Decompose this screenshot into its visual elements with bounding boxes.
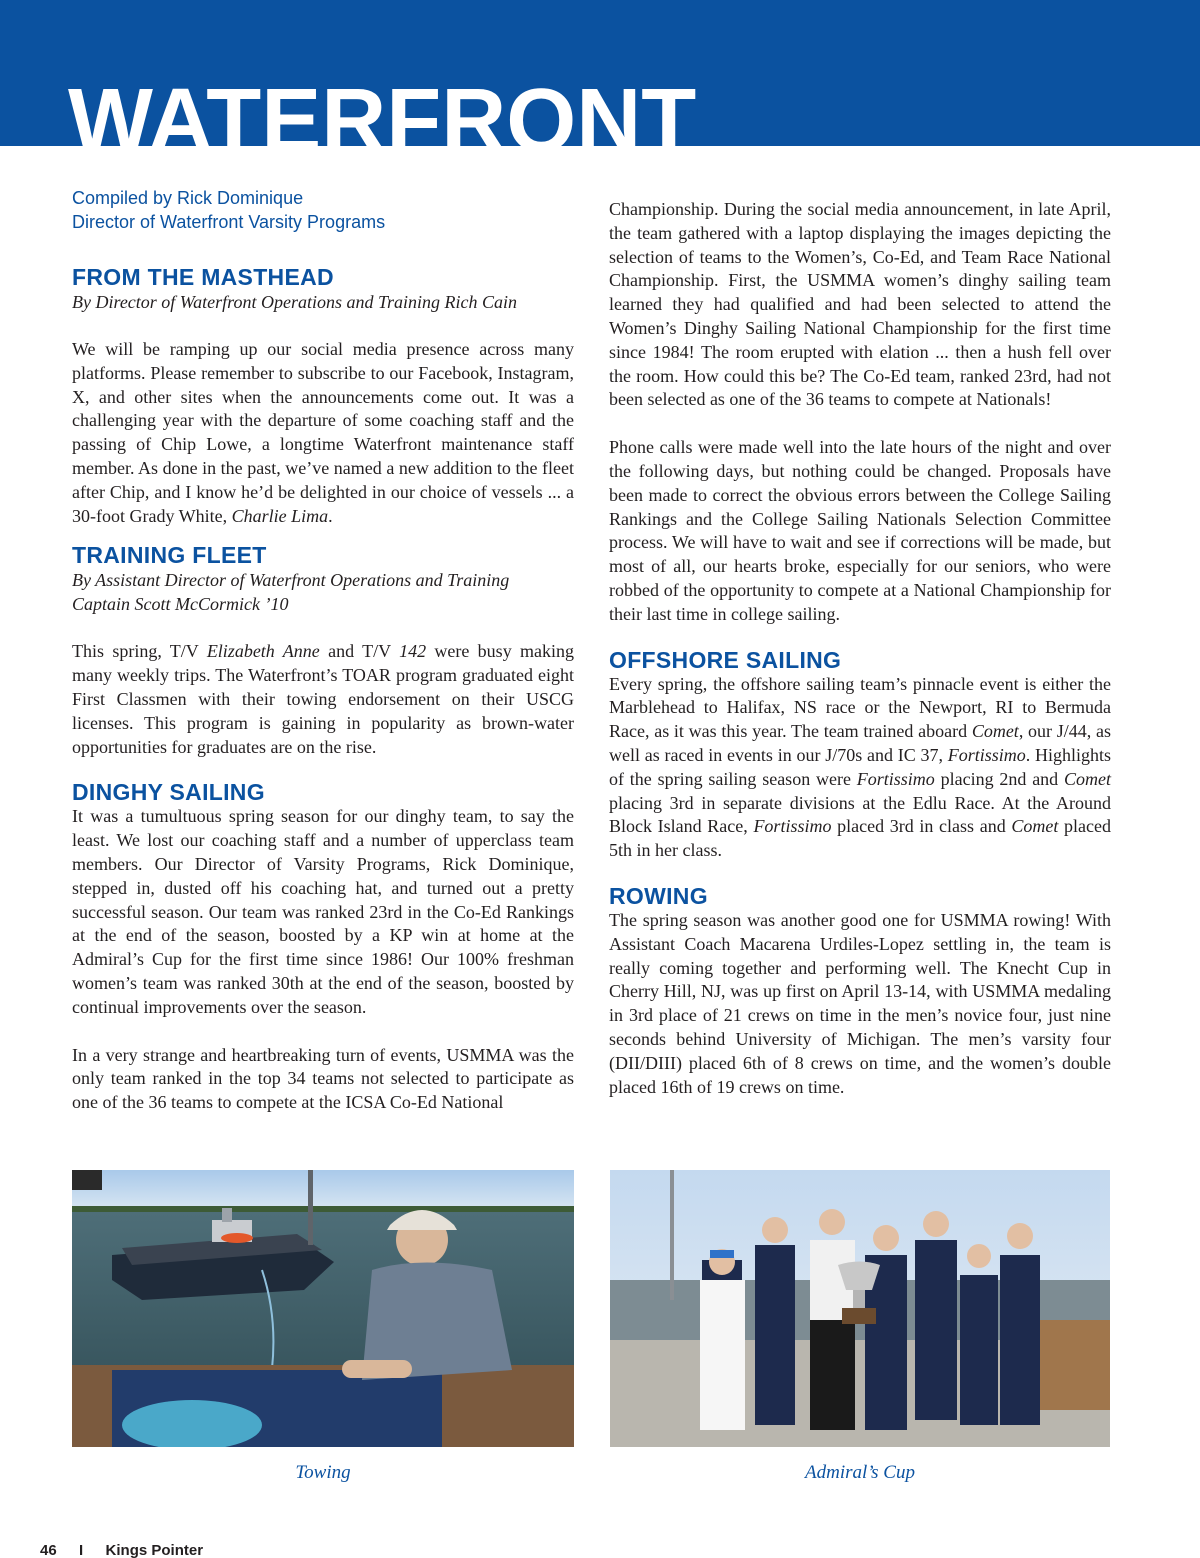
page-footer xyxy=(40,1542,203,1558)
page-title: WATERFRONT xyxy=(68,71,697,171)
footer-separator: I xyxy=(79,1542,84,1558)
paragraph-rowing: The spring season was another good one for USMMA rowing! With Assistant Coach Macarena Urdiles-Lopez settling in, the team is really coming together and performing well. The Knecht Cup in Cherry Hill, NJ, was up first on April 13-14, with USMMA medaling in 3rd place of 21 crews on time in the men’s novice four, just nine seconds behind University of Michigan. The men’s varsity four (DII/DIII) placed 6th of 8 crews on time, and the women’s double placed 16th of 19 crews on time. xyxy=(609,909,1111,1097)
paragraph-dinghy-2-continued: Championship. During the social media announcement, in late April, the team gathered with a laptop displaying the images depicting the selection of teams to the Women’s, Co-Ed, and Team Race National Championship. First, the USMMA women’s dinghy sailing team learned they had qualified and had been selected to attend the Women’s Dinghy Sailing National Championship for the first time since 1984! The room erupted with elation ... then a hush fell over the room. How could this be? The Co-Ed team, ranked 23rd, had not been selected as one of the 36 teams to compete at Nationals! xyxy=(609,199,1111,410)
header-banner xyxy=(0,0,1200,171)
page-number: 46 xyxy=(40,1542,57,1558)
author-training-line1: By Assistant Director of Waterfront Operations and Training xyxy=(72,570,510,591)
paragraph-training: This spring, T/V Elizabeth Anne and T/V 142 were busy making many weekly trips. The Waterfront’s TOAR program graduated eight First Classmen with their towing endorsement on their USCG licenses. This program is gaining in popularity as brown-water opportunities for graduates are on the rise. xyxy=(72,641,574,757)
towing-caption: Towing xyxy=(295,1462,351,1483)
byline-compiler: Compiled by Rick Dominique xyxy=(72,188,304,208)
section-heading-dinghy: DINGHY SAILING xyxy=(72,779,265,806)
section-heading-training: TRAINING FLEET xyxy=(72,542,267,569)
paragraph-dinghy-2: In a very strange and heartbreaking turn of events, USMMA was the only team ranked in the top 34 teams not selected to participate as one of the 36 teams to compete at the ICSA Co-Ed National xyxy=(72,1044,574,1113)
paragraph-offshore: Every spring, the offshore sailing team’s pinnacle event is either the Marblehead to Halifax, NS race or the Newport, RI to Bermuda Race, as it was this year. The team trained aboard Comet, our J/44, as well as raced in events in our J/70s and IC 37, Fortissimo. Highlights of the spring sailing season were Fortissimo placing 2nd and Comet placing 3rd in separate divisions at the Edlu Race. At the Around Block Island Race, Fortissimo placed 3rd in class and Comet placed 5th in her class. xyxy=(609,673,1111,861)
author-masthead: By Director of Waterfront Operations and Training Rich Cain xyxy=(72,292,517,312)
paragraph-masthead: We will be ramping up our social media presence across many platforms. Please remember to subscribe to our Facebook, Instagram, X, and other sites when the announcements come out. It was a challenging year with the departure of some coaching staff and the passing of Chip Lowe, a longtime Waterfront maintenance staff member. As done in the past, we’ve named a new addition to the fleet after Chip, and I know he’d be delighted in our choice of vessels ... a 30-foot Grady White, Charlie Lima. xyxy=(72,339,574,526)
right-column xyxy=(609,198,1111,1099)
paragraph-dinghy-1: It was a tumultuous spring season for our dinghy team, to say the least. We lost our coaching staff and a number of upperclass team members. Our Director of Varsity Programs, Rick Dominique, stepped in, dusted off his coaching hat, and turned out a pretty successful season. Our team was ranked 23rd in the Co-Ed Rankings at the end of the season, boosted by a KP win at home at the Admiral’s Cup for the first time since 1986! Our 100% freshman women’s team was ranked 30th at the end of the season, boosted by continual improvements over the season. xyxy=(72,806,574,1017)
paragraph-dinghy-3: Phone calls were made well into the late hours of the night and over the following days, but nothing could be changed. Proposals have been made to correct the obvious errors between the College Sailing Rankings and the College Sailing Nationals Selection Committee process. We will have to wait and see if corrections will be made, but most of all, our hearts broke, especially for our seniors, who were robbed of the opportunity to compete at a National Championship for their last time in college sailing. xyxy=(609,437,1111,624)
admirals-cup-caption: Admiral’s Cup xyxy=(805,1462,915,1483)
author-training-line2: Captain Scott McCormick ’10 xyxy=(72,594,289,615)
section-heading-rowing: ROWING xyxy=(609,882,708,909)
towing-photo xyxy=(72,1170,574,1447)
left-column xyxy=(72,186,574,1115)
admirals-cup-photo xyxy=(610,1170,1110,1447)
section-heading-masthead: FROM THE MASTHEAD xyxy=(72,264,334,290)
byline-title: Director of Waterfront Varsity Programs xyxy=(72,212,386,232)
section-heading-offshore: OFFSHORE SAILING xyxy=(609,646,842,673)
publication-name: Kings Pointer xyxy=(105,1542,204,1558)
